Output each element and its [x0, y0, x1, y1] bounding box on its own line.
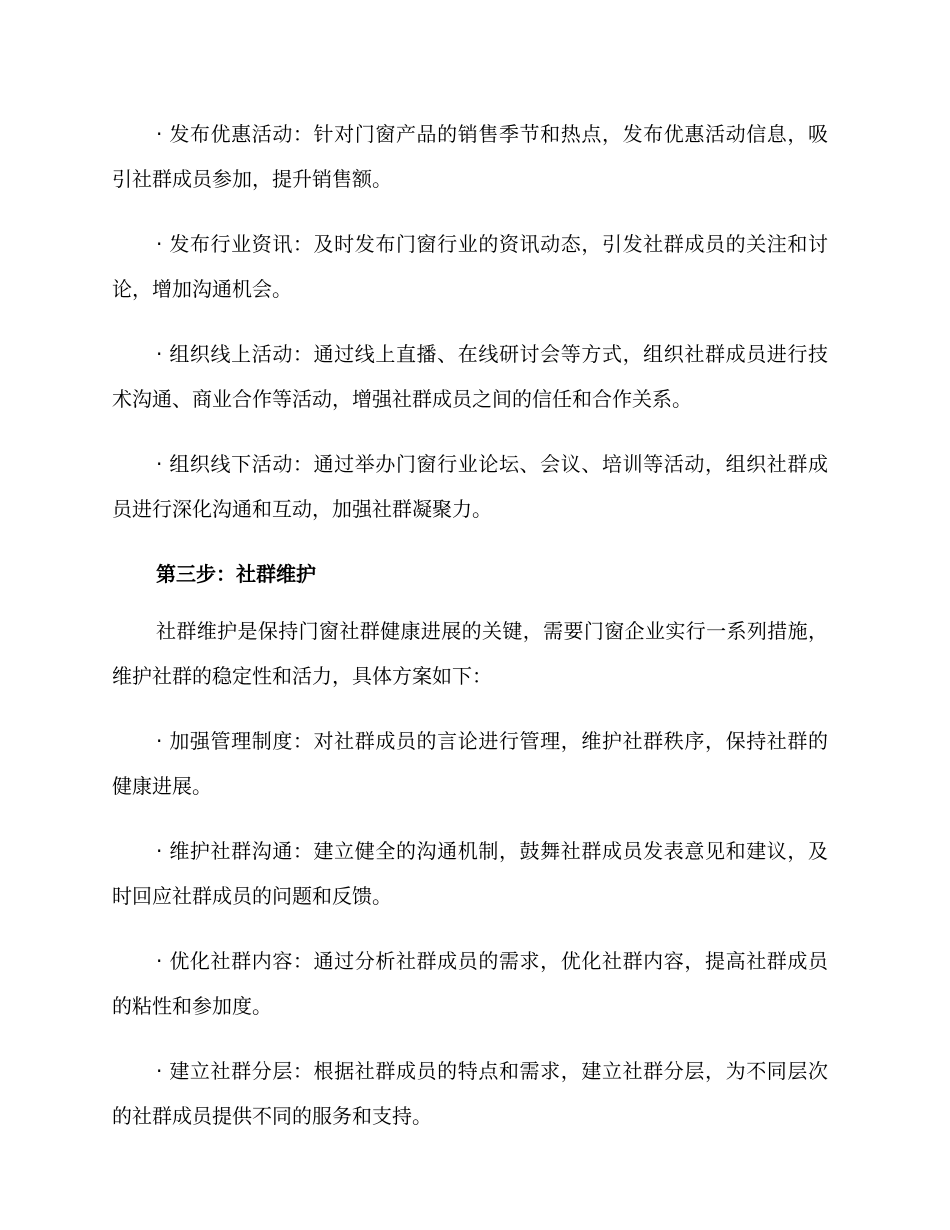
bullet-online-activity: · 组织线上活动：通过线上直播、在线研讨会等方式，组织社群成员进行技术沟通、商业合作等活动，增强社群成员之间的信任和合作关系。	[112, 342, 828, 411]
document-page	[112, 112, 828, 1159]
bullet-offline-activity: · 组织线下活动：通过举办门窗行业论坛、会议、培训等活动，组织社群成员进行深化沟通和互动，加强社群凝聚力。	[112, 452, 828, 521]
bullet-layering: · 建立社群分层：根据社群成员的特点和需求，建立社群分层，为不同层次的社群成员提供不同的服务和支持。	[112, 1059, 828, 1128]
bullet-industry-news: · 发布行业资讯：及时发布门窗行业的资讯动态，引发社群成员的关注和讨论，增加沟通机会。	[112, 232, 828, 301]
bullet-management: · 加强管理制度：对社群成员的言论进行管理，维护社群秩序，保持社群的健康进展。	[112, 729, 828, 798]
section-intro-paragraph: 社群维护是保持门窗社群健康进展的关键，需要门窗企业实行一系列措施，维护社群的稳定性和活力，具体方案如下：	[112, 619, 828, 688]
section-heading: 第三步：社群维护	[156, 562, 316, 586]
bullet-content: · 优化社群内容：通过分析社群成员的需求，优化社群内容，提高社群成员的粘性和参加度。	[112, 949, 828, 1018]
bullet-communication: · 维护社群沟通：建立健全的沟通机制，鼓舞社群成员发表意见和建议，及时回应社群成员的问题和反馈。	[112, 839, 828, 908]
bullet-promotion: · 发布优惠活动：针对门窗产品的销售季节和热点，发布优惠活动信息，吸引社群成员参加，提升销售额。	[112, 122, 828, 191]
